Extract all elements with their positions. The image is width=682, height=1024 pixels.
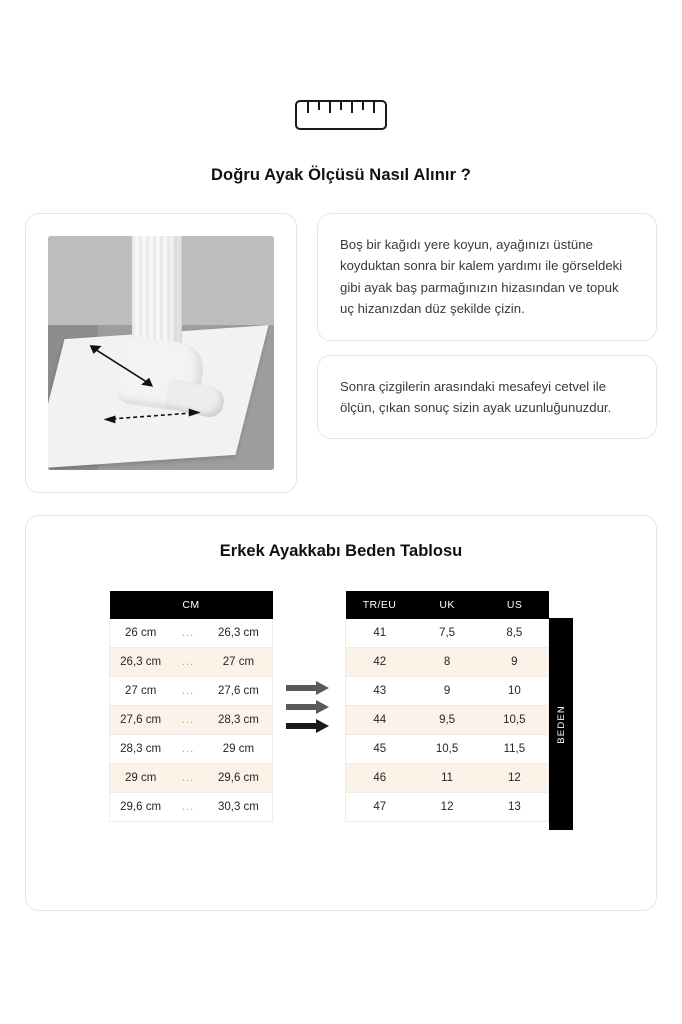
size-tr-eu: 46 [346,764,414,793]
cm-to: 29,6 cm [205,764,273,793]
size-header-uk: UK [413,591,480,619]
size-header-tr-eu: TR/EU [346,591,414,619]
cm-from: 27 cm [110,677,172,706]
cm-sep: ... [171,735,205,764]
size-us: 8,5 [481,619,549,648]
cm-sep: ... [171,619,205,648]
cm-from: 26,3 cm [110,648,172,677]
cm-sep: ... [171,648,205,677]
cm-from: 27,6 cm [110,706,172,735]
table-row [110,764,273,793]
header-icon-wrap [25,0,657,130]
size-table-title: Erkek Ayakkabı Beden Tablosu [219,542,463,560]
cm-to: 26,3 cm [205,619,273,648]
size-header-us: US [481,591,549,619]
cm-table-header: CM [110,591,273,619]
table-row [346,619,549,648]
size-tr-eu: 44 [346,706,414,735]
ruler-icon [295,100,387,130]
size-uk: 8 [413,648,480,677]
size-uk: 10,5 [413,735,480,764]
instruction-text-2: Sonra çizgilerin arasındaki mesafeyi cetvel ile ölçün, çıkan sonuç sizin ayak uzunluğunuzdur. [340,378,612,415]
cm-to: 29 cm [205,735,273,764]
foot-measurement-photo [48,236,274,470]
size-us: 10,5 [481,706,549,735]
cm-sep: ... [171,677,205,706]
table-row [346,764,549,793]
beden-side-label [549,618,573,830]
size-us: 12 [481,764,549,793]
size-tables-row [26,591,656,830]
cm-table [109,591,273,822]
size-uk: 9 [413,677,480,706]
size-uk: 12 [413,793,480,822]
table-row [110,619,273,648]
instruction-card-2 [317,355,657,440]
arrow-right-icon [286,683,332,693]
size-tr-eu: 45 [346,735,414,764]
cm-from: 29 cm [110,764,172,793]
cm-to: 27 cm [205,648,273,677]
cm-sep: ... [171,793,205,822]
table-row [346,735,549,764]
instructions-section [25,213,657,493]
cm-from: 29,6 cm [110,793,172,822]
size-uk: 7,5 [413,619,480,648]
size-tr-eu: 42 [346,648,414,677]
cm-to: 30,3 cm [205,793,273,822]
cm-sep: ... [171,706,205,735]
page-title: Doğru Ayak Ölçüsü Nasıl Alınır ? [211,166,471,184]
instruction-card-1 [317,213,657,341]
arrow-group [273,591,345,731]
table-row [346,793,549,822]
size-us: 10 [481,677,549,706]
measure-arrows-icon [48,236,274,470]
beden-side-label-text: BEDEN [555,704,567,744]
size-tr-eu: 41 [346,619,414,648]
size-tr-eu: 43 [346,677,414,706]
cm-from: 28,3 cm [110,735,172,764]
table-row [110,735,273,764]
cm-from: 26 cm [110,619,172,648]
illustration-card [25,213,297,493]
table-row [110,648,273,677]
size-uk: 11 [413,764,480,793]
cm-sep: ... [171,764,205,793]
size-table-card [25,515,657,911]
table-row [110,706,273,735]
table-row [346,706,549,735]
instruction-text-column [317,213,657,439]
table-row [346,677,549,706]
table-row [110,677,273,706]
table-row [110,793,273,822]
instruction-text-1: Boş bir kağıdı yere koyun, ayağınızı üstüne koyduktan sonra bir kalem yardımı ile görseldeki gibi ayak baş parmağınızın hizasından ve topuk uç hizanızdan düz şekilde çizin. [340,237,623,317]
cm-table-header-row [110,591,273,619]
size-us: 11,5 [481,735,549,764]
arrow-right-icon [286,721,332,731]
table-row [346,648,549,677]
size-conversion-table [345,591,549,822]
size-uk: 9,5 [413,706,480,735]
size-us: 13 [481,793,549,822]
size-us: 9 [481,648,549,677]
size-tr-eu: 47 [346,793,414,822]
cm-to: 27,6 cm [205,677,273,706]
cm-to: 28,3 cm [205,706,273,735]
size-table-header-row [346,591,549,619]
arrow-right-icon [286,702,332,712]
